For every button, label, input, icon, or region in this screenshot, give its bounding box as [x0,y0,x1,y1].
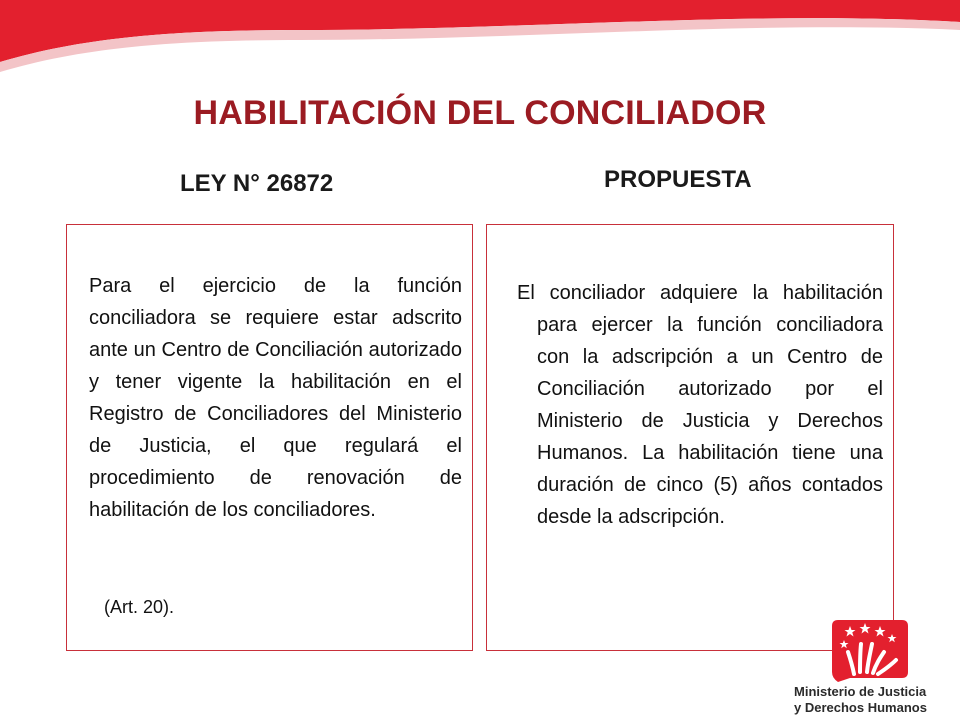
logo-text-line2: y Derechos Humanos [794,700,927,715]
right-column-heading: PROPUESTA [604,166,752,193]
ministry-logo [790,612,955,717]
law-paragraph: Para el ejercicio de la función conciliadora se requiere estar adscrito ante un Centro de Conciliación autorizado y tener vigente la habilitación en el Registro de Conciliadores del Ministerio de Justicia, el que regulará el procedimiento de renovación de habilitación de los conciliadores. [89,275,462,521]
top-red-band [0,0,960,80]
law-citation: (Art. 20). [104,597,175,617]
proposal-paragraph: El conciliador adquiere la habilitación para ejercer la función conciliadora con la adscripción a un Centro de Conciliación autorizado por el Ministerio de Justicia y Derechos Humanos. La habilitación tiene una duración de cinco (5) años contados desde la adscripción. [517,282,883,528]
proposal-text-box [486,224,894,651]
left-column-heading: LEY N° 26872 [180,170,334,197]
law-text-box [66,224,473,651]
hand-stars-icon [830,616,910,682]
logo-text-line1: Ministerio de Justicia [794,684,927,699]
slide-title: HABILITACIÓN DEL CONCILIADOR [193,94,767,132]
